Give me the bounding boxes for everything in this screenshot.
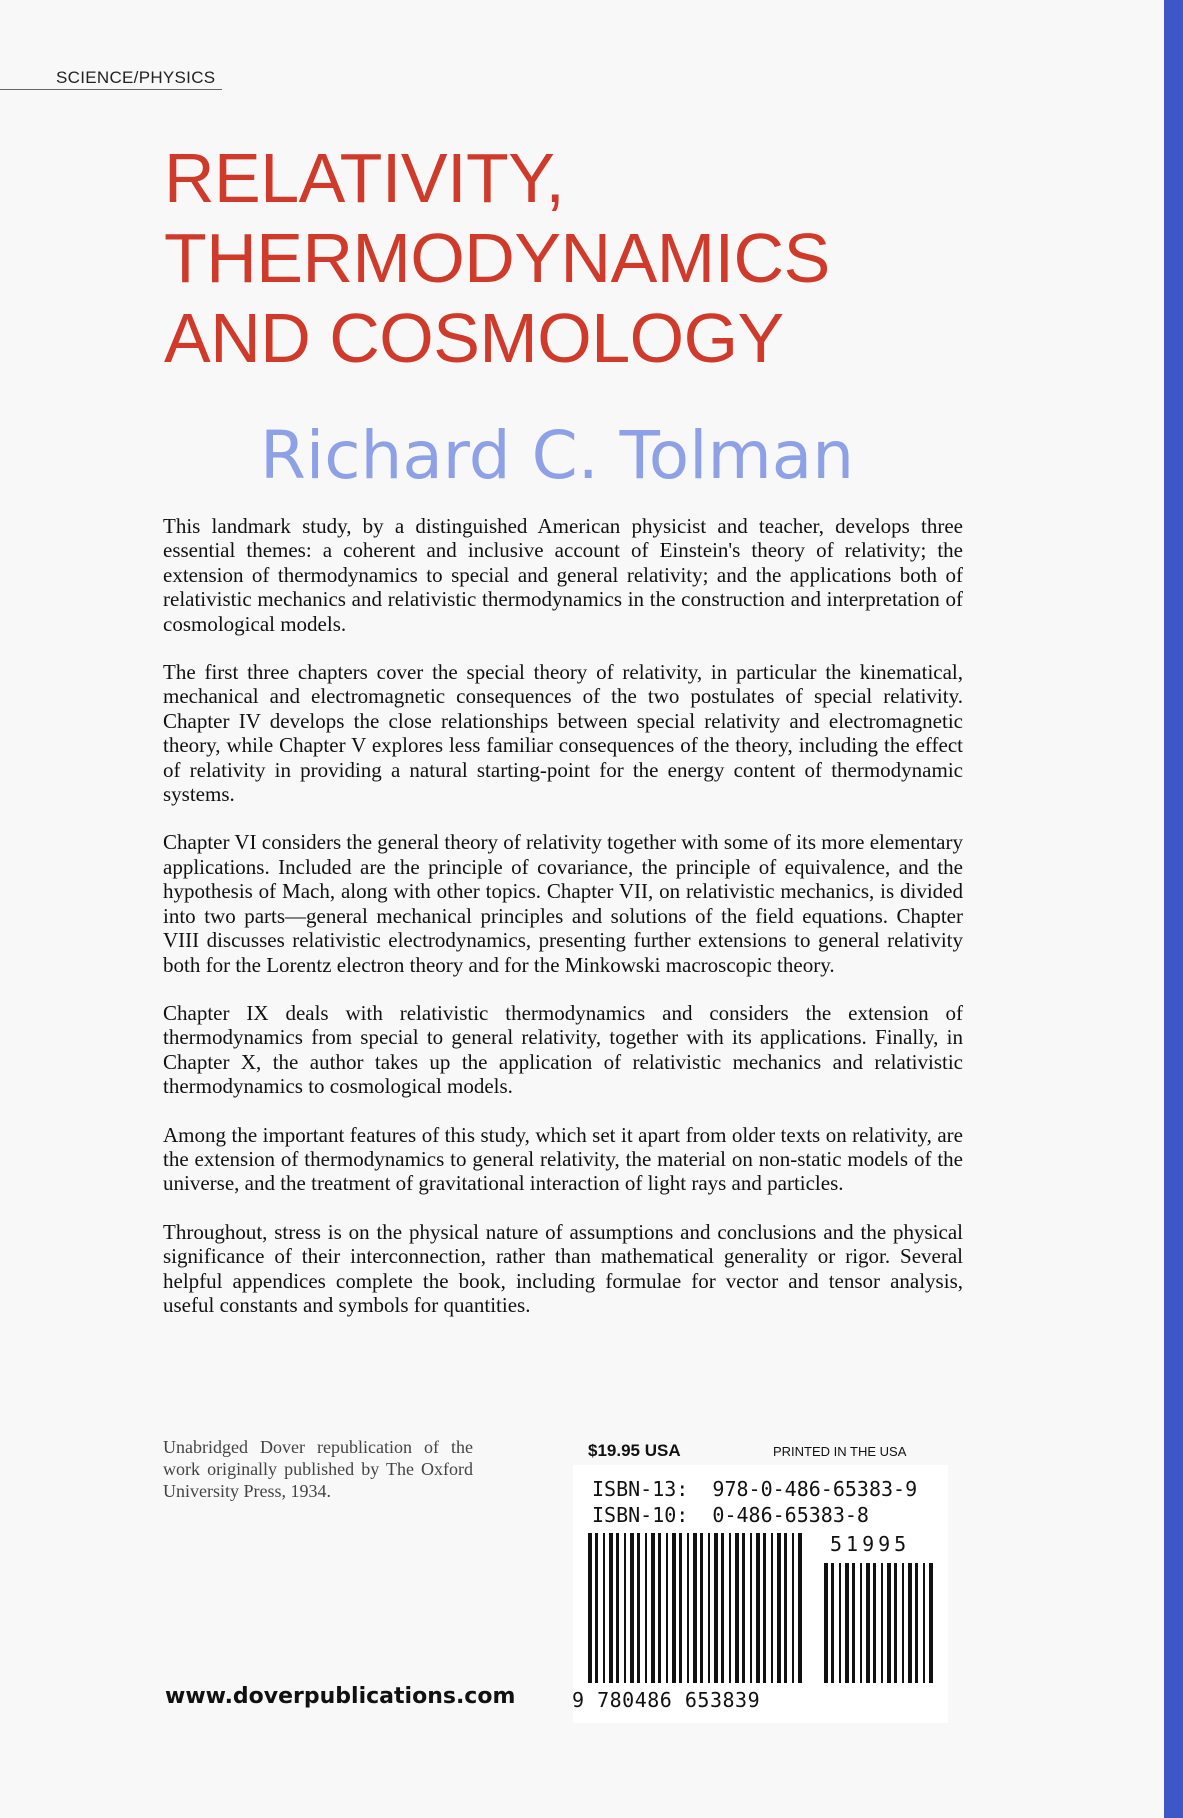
- printed-in-label: PRINTED IN THE USA: [773, 1444, 907, 1459]
- paragraph: Chapter VI considers the general theory of relativity together with some of its more elementary applications. Included are the principle of covariance, the principle of equivalence, and the hypothesis of Mach, along with other topics. Chapter VII, on relativistic mechanics, is divided into two parts—general mechanical principles and solutions of the field equations. Chapter VIII discusses relativistic electrodynamics, presenting further extensions to general relativity both for the Lorentz electron theory and for the Minkowski macroscopic theory.: [163, 830, 963, 977]
- title-line-3: AND COSMOLOGY: [164, 299, 784, 377]
- barcode-bar: [852, 1563, 855, 1683]
- barcode-bar: [866, 1563, 870, 1683]
- author-name: Richard C. Tolman: [260, 417, 855, 494]
- spine-edge: [1164, 0, 1183, 1818]
- category-divider: [0, 89, 222, 90]
- website-url: www.doverpublications.com: [165, 1684, 516, 1709]
- paragraph: The first three chapters cover the special theory of relativity, in particular the kinematical, mechanical and electromagnetic consequences of the two postulates of special relativity. Chapter IV develops the close relationships between special relativity and electromagnetic theory, while Chapter V explores less familiar consequences of the theory, including the effect of relativity in providing a natural starting-point for the energy content of thermodynamic systems.: [163, 660, 963, 807]
- barcode-bar: [908, 1563, 912, 1683]
- price-barcode: [588, 1533, 948, 1693]
- price-code: 51995: [830, 1532, 911, 1556]
- isbn-10: ISBN-10: 0-486-65383-8: [592, 1503, 869, 1527]
- barcode-bar: [824, 1563, 828, 1683]
- paragraph: Throughout, stress is on the physical nature of assumptions and conclusions and the physical significance of their interconnection, rather than mathematical generality or rigor. Several helpful appendices complete the book, including formulae for vector and tensor analysis, useful constants and symbols for quantities.: [163, 1219, 963, 1317]
- title-line-1: RELATIVITY,: [164, 139, 565, 217]
- barcode-digits: 9 780486 653839: [572, 1688, 761, 1712]
- barcode-bar: [873, 1563, 876, 1683]
- barcode-bar: [923, 1563, 925, 1683]
- category-label: SCIENCE/PHYSICS: [56, 68, 216, 87]
- price-label: $19.95 USA: [588, 1441, 681, 1460]
- barcode-bar: [894, 1563, 897, 1683]
- barcode-bar: [929, 1563, 933, 1683]
- barcode-bar: [860, 1563, 862, 1683]
- isbn-13: ISBN-13: 978-0-486-65383-9: [592, 1477, 918, 1501]
- barcode-bar: [915, 1563, 918, 1683]
- republication-note: Unabridged Dover republication of the work originally published by The Oxford University Press, 1934.: [163, 1437, 473, 1501]
- barcode-bar: [845, 1563, 849, 1683]
- paragraph: This landmark study, by a distinguished American physicist and teacher, develops three essential themes: a coherent and inclusive account of Einstein's theory of relativity; the extension of thermodynamics to special and general relativity; and the applications both of relativistic mechanics and relativistic thermodynamics in the construction and interpretation of cosmological models.: [163, 514, 963, 636]
- barcode-bar: [881, 1563, 883, 1683]
- book-title: [164, 138, 1064, 378]
- paragraph: Chapter IX deals with relativistic thermodynamics and considers the extension of thermodynamics from special to general relativity, together with its applications. Finally, in Chapter X, the author takes up the application of relativistic mechanics and relativistic thermodynamics to cosmological models.: [163, 1000, 963, 1099]
- barcode-bar: [887, 1563, 891, 1683]
- description: [163, 514, 963, 1341]
- barcode-bar: [839, 1563, 841, 1683]
- title-line-2: THERMODYNAMICS: [164, 219, 830, 297]
- paragraph: Among the important features of this study, which set it apart from older texts on relativity, are the extension of thermodynamics to general relativity, the material on non-static models of the universe, and the treatment of gravitational interaction of light rays and particles.: [163, 1122, 963, 1196]
- barcode-bar: [902, 1563, 904, 1683]
- barcode-bar: [831, 1563, 834, 1683]
